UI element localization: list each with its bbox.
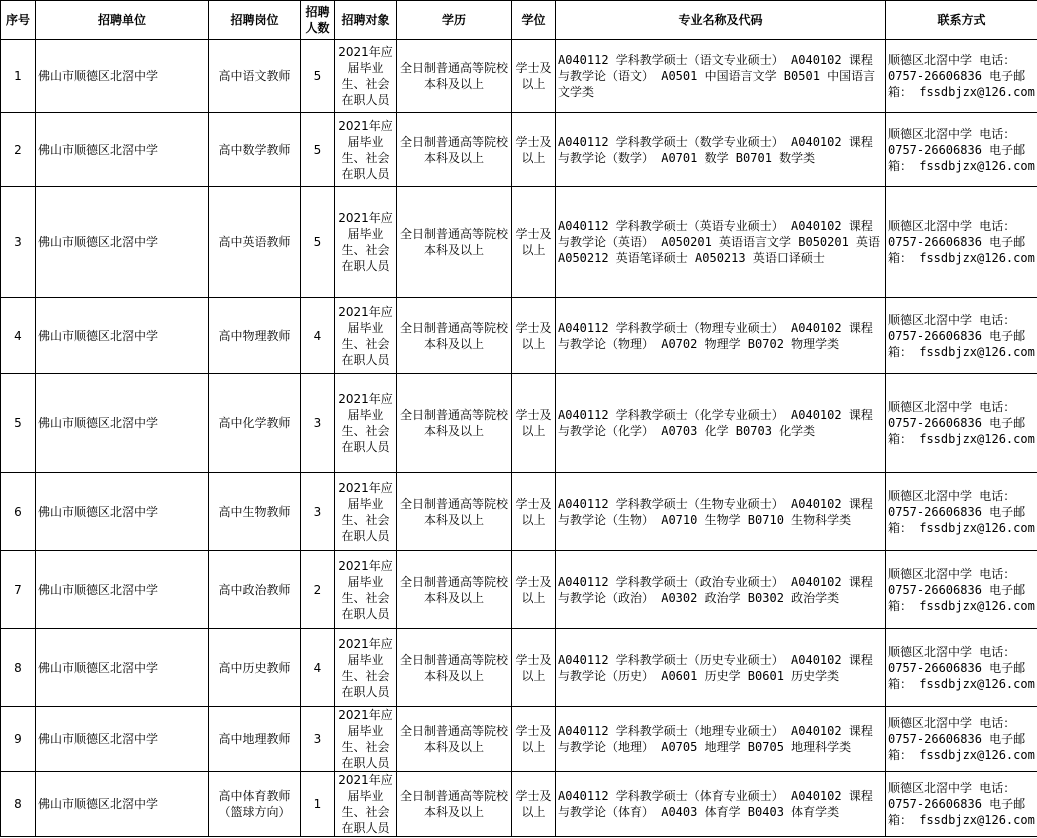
cell-target: 2021年应届毕业生、社会在职人员 (335, 473, 397, 551)
cell-target: 2021年应届毕业生、社会在职人员 (335, 772, 397, 837)
cell-majors: A040112 学科教学硕士（生物专业硕士） A040102 课程与教学论（生物） A0710 生物学 B0710 生物科学类 (556, 473, 886, 551)
cell-majors: A040112 学科教学硕士（化学专业硕士） A040102 课程与教学论（化学） A0703 化学 B0703 化学类 (556, 374, 886, 473)
cell-count: 5 (301, 40, 335, 113)
cell-seq: 7 (1, 551, 36, 629)
cell-degree: 学士及以上 (512, 629, 556, 707)
cell-contact: 顺德区北滘中学 电话：0757-26606836 电子邮箱： fssdbjzx@126.com (886, 187, 1037, 298)
cell-degree: 学士及以上 (512, 298, 556, 374)
cell-seq: 1 (1, 40, 36, 113)
cell-post: 高中生物教师 (209, 473, 301, 551)
cell-target: 2021年应届毕业生、社会在职人员 (335, 187, 397, 298)
cell-degree: 学士及以上 (512, 551, 556, 629)
table-row (1, 374, 1037, 473)
cell-target: 2021年应届毕业生、社会在职人员 (335, 298, 397, 374)
cell-contact: 顺德区北滘中学 电话：0757-26606836 电子邮箱： fssdbjzx@126.com (886, 707, 1037, 772)
cell-post: 高中政治教师 (209, 551, 301, 629)
table-row (1, 629, 1037, 707)
cell-unit: 佛山市顺德区北滘中学 (36, 113, 209, 187)
cell-education: 全日制普通高等院校本科及以上 (397, 551, 512, 629)
cell-majors: A040112 学科教学硕士（物理专业硕士） A040102 课程与教学论（物理） A0702 物理学 B0702 物理学类 (556, 298, 886, 374)
cell-target: 2021年应届毕业生、社会在职人员 (335, 551, 397, 629)
cell-degree: 学士及以上 (512, 113, 556, 187)
cell-unit: 佛山市顺德区北滘中学 (36, 187, 209, 298)
cell-contact: 顺德区北滘中学 电话：0757-26606836 电子邮箱： fssdbjzx@126.com (886, 629, 1037, 707)
cell-post: 高中物理教师 (209, 298, 301, 374)
cell-education: 全日制普通高等院校本科及以上 (397, 374, 512, 473)
cell-degree: 学士及以上 (512, 772, 556, 837)
cell-unit: 佛山市顺德区北滘中学 (36, 374, 209, 473)
cell-unit: 佛山市顺德区北滘中学 (36, 298, 209, 374)
table-row (1, 298, 1037, 374)
table-row (1, 187, 1037, 298)
cell-target: 2021年应届毕业生、社会在职人员 (335, 113, 397, 187)
table-row (1, 707, 1037, 772)
cell-seq: 8 (1, 772, 36, 837)
cell-count: 3 (301, 473, 335, 551)
cell-count: 5 (301, 113, 335, 187)
header-contact: 联系方式 (886, 1, 1037, 40)
cell-target: 2021年应届毕业生、社会在职人员 (335, 374, 397, 473)
table-row (1, 551, 1037, 629)
cell-education: 全日制普通高等院校本科及以上 (397, 298, 512, 374)
cell-unit: 佛山市顺德区北滘中学 (36, 772, 209, 837)
header-unit: 招聘单位 (36, 1, 209, 40)
cell-contact: 顺德区北滘中学 电话：0757-26606836 电子邮箱： fssdbjzx@126.com (886, 473, 1037, 551)
cell-majors: A040112 学科教学硕士（历史专业硕士） A040102 课程与教学论（历史） A0601 历史学 B0601 历史学类 (556, 629, 886, 707)
cell-degree: 学士及以上 (512, 707, 556, 772)
cell-unit: 佛山市顺德区北滘中学 (36, 551, 209, 629)
cell-target: 2021年应届毕业生、社会在职人员 (335, 629, 397, 707)
cell-post: 高中体育教师（篮球方向） (209, 772, 301, 837)
header-post: 招聘岗位 (209, 1, 301, 40)
table-row (1, 772, 1037, 837)
cell-majors: A040112 学科教学硕士（地理专业硕士） A040102 课程与教学论（地理） A0705 地理学 B0705 地理科学类 (556, 707, 886, 772)
cell-majors: A040112 学科教学硕士（体育专业硕士） A040102 课程与教学论（体育） A0403 体育学 B0403 体育学类 (556, 772, 886, 837)
cell-majors: A040112 学科教学硕士（政治专业硕士） A040102 课程与教学论（政治） A0302 政治学 B0302 政治学类 (556, 551, 886, 629)
cell-unit: 佛山市顺德区北滘中学 (36, 707, 209, 772)
cell-degree: 学士及以上 (512, 187, 556, 298)
cell-post: 高中地理教师 (209, 707, 301, 772)
cell-education: 全日制普通高等院校本科及以上 (397, 187, 512, 298)
cell-majors: A040112 学科教学硕士（语文专业硕士） A040102 课程与教学论（语文） A0501 中国语言文学 B0501 中国语言文学类 (556, 40, 886, 113)
cell-degree: 学士及以上 (512, 374, 556, 473)
cell-majors: A040112 学科教学硕士（英语专业硕士） A040102 课程与教学论（英语） A050201 英语语言文学 B050201 英语 A050212 英语笔译硕士 A050213 英语口译硕士 (556, 187, 886, 298)
cell-count: 5 (301, 187, 335, 298)
cell-seq: 4 (1, 298, 36, 374)
cell-post: 高中英语教师 (209, 187, 301, 298)
cell-education: 全日制普通高等院校本科及以上 (397, 707, 512, 772)
cell-count: 3 (301, 707, 335, 772)
header-major: 专业名称及代码 (556, 1, 886, 40)
cell-seq: 8 (1, 629, 36, 707)
header-degree: 学位 (512, 1, 556, 40)
cell-education: 全日制普通高等院校本科及以上 (397, 629, 512, 707)
cell-education: 全日制普通高等院校本科及以上 (397, 772, 512, 837)
cell-seq: 3 (1, 187, 36, 298)
cell-majors: A040112 学科教学硕士（数学专业硕士） A040102 课程与教学论（数学） A0701 数学 B0701 数学类 (556, 113, 886, 187)
cell-target: 2021年应届毕业生、社会在职人员 (335, 707, 397, 772)
cell-seq: 2 (1, 113, 36, 187)
cell-education: 全日制普通高等院校本科及以上 (397, 40, 512, 113)
cell-contact: 顺德区北滘中学 电话：0757-26606836 电子邮箱： fssdbjzx@126.com (886, 113, 1037, 187)
cell-contact: 顺德区北滘中学 电话：0757-26606836 电子邮箱： fssdbjzx@126.com (886, 40, 1037, 113)
cell-count: 2 (301, 551, 335, 629)
cell-unit: 佛山市顺德区北滘中学 (36, 40, 209, 113)
cell-count: 1 (301, 772, 335, 837)
cell-count: 3 (301, 374, 335, 473)
cell-degree: 学士及以上 (512, 473, 556, 551)
cell-post: 高中数学教师 (209, 113, 301, 187)
cell-education: 全日制普通高等院校本科及以上 (397, 473, 512, 551)
cell-unit: 佛山市顺德区北滘中学 (36, 473, 209, 551)
cell-unit: 佛山市顺德区北滘中学 (36, 629, 209, 707)
cell-post: 高中化学教师 (209, 374, 301, 473)
header-target: 招聘对象 (335, 1, 397, 40)
header-row (1, 1, 1037, 40)
cell-contact: 顺德区北滘中学 电话：0757-26606836 电子邮箱： fssdbjzx@126.com (886, 772, 1037, 837)
cell-count: 4 (301, 298, 335, 374)
header-count: 招聘人数 (301, 1, 335, 40)
cell-contact: 顺德区北滘中学 电话：0757-26606836 电子邮箱： fssdbjzx@126.com (886, 374, 1037, 473)
table-row (1, 40, 1037, 113)
cell-seq: 9 (1, 707, 36, 772)
cell-contact: 顺德区北滘中学 电话：0757-26606836 电子邮箱： fssdbjzx@126.com (886, 551, 1037, 629)
table-row (1, 473, 1037, 551)
table-row (1, 113, 1037, 187)
cell-seq: 6 (1, 473, 36, 551)
cell-count: 4 (301, 629, 335, 707)
header-seq: 序号 (1, 1, 36, 40)
cell-target: 2021年应届毕业生、社会在职人员 (335, 40, 397, 113)
cell-seq: 5 (1, 374, 36, 473)
header-education: 学历 (397, 1, 512, 40)
cell-degree: 学士及以上 (512, 40, 556, 113)
cell-education: 全日制普通高等院校本科及以上 (397, 113, 512, 187)
cell-post: 高中历史教师 (209, 629, 301, 707)
cell-post: 高中语文教师 (209, 40, 301, 113)
cell-contact: 顺德区北滘中学 电话：0757-26606836 电子邮箱： fssdbjzx@126.com (886, 298, 1037, 374)
